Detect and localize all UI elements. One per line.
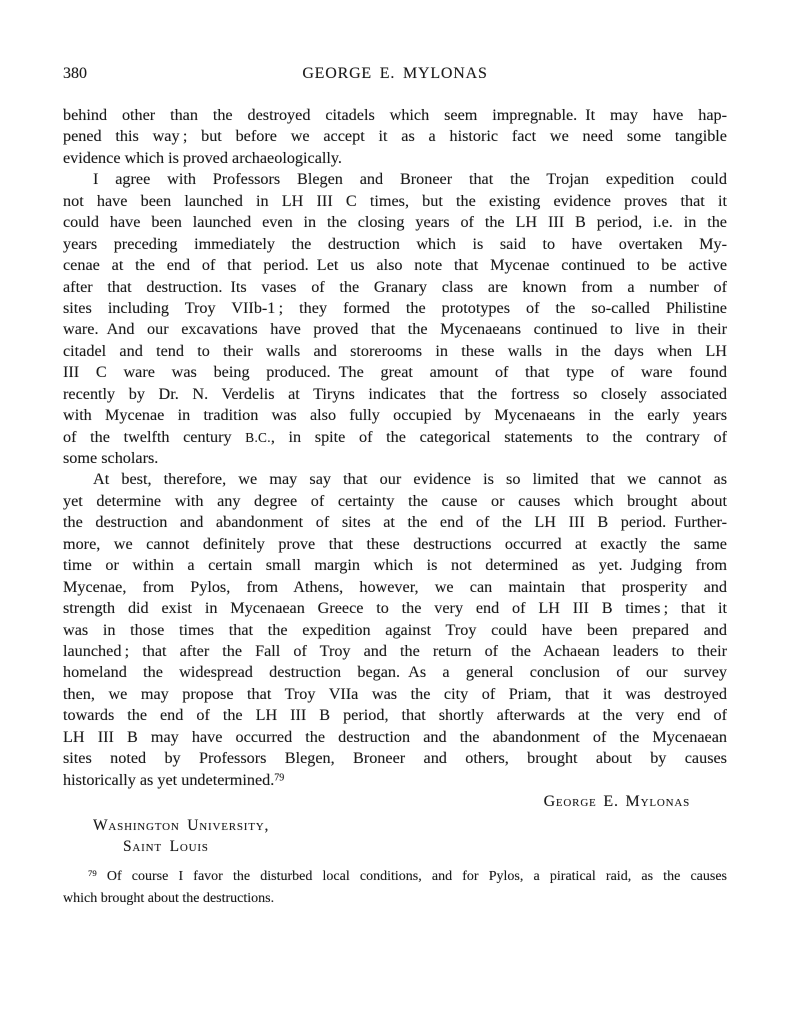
text-line: historically as yet undetermined.$^{79}$ <box>63 770 285 789</box>
text-line: ware. And our excavations have proved that the Mycenaeans continued to live in their <box>63 320 727 339</box>
article-body <box>63 105 727 791</box>
text-line: time or within a certain small margin which is not determined as yet. Judging from <box>63 556 727 575</box>
footnote-line: $^{79}$ Of course I favor the disturbed local conditions, and for Pylos, a piratical raid, as the causes <box>88 868 727 884</box>
text-line: not have been launched in LH III C times, but the existing evidence proves that it <box>63 191 727 210</box>
footnote-reference: 79 <box>274 772 285 784</box>
text-line: cenae at the end of that period. Let us also note that Mycenae continued to be active <box>63 256 727 275</box>
text-line: homeland the widespread destruction began. As a general conclusion of our survey <box>63 663 727 682</box>
text-line: behind other than the destroyed citadels which seem impregnable. It may have hap- <box>63 106 727 124</box>
affiliation <box>63 815 727 857</box>
text-line: III C ware was being produced. The great amount of that type of ware found <box>63 363 727 382</box>
text-line: after that destruction. Its vases of the Granary class are known from a number of <box>63 277 727 296</box>
footnote-reference: 79 <box>88 868 97 879</box>
text-line: towards the end of the LH III B period, that shortly afterwards at the very end of <box>63 706 727 725</box>
text-line: pened this way ; but before we accept it as a historic fact we need some tangible <box>63 127 727 146</box>
text-line: with Mycenae in tradition was also fully occupied by Mycenaeans in the early years <box>63 406 727 425</box>
text-line: strength did exist in Mycenaean Greece to the very end of LH III B times ; that it <box>63 599 727 618</box>
text-line: Mycenae, from Pylos, from Athens, however, we can maintain that prosperity and <box>63 577 727 596</box>
paragraph <box>63 169 727 469</box>
page-content <box>63 64 727 910</box>
text-line: recently by Dr. N. Verdelis at Tiryns indicates that the fortress so closely associated <box>63 384 727 403</box>
text-line: At best, therefore, we may say that our evidence is so limited that we cannot as <box>93 470 727 489</box>
text-line: more, we cannot definitely prove that these destructions occurred at exactly the same <box>63 534 727 553</box>
text-line: years preceding immediately the destruction which is said to have overtaken My- <box>63 234 727 253</box>
text-line: some scholars. <box>63 449 159 467</box>
text-line: was in those times that the expedition against Troy could have been prepared and <box>63 620 727 639</box>
text-line: sites including Troy VIIb-1 ; they formed the prototypes of the so-called Philistine <box>63 298 727 317</box>
text-line: the destruction and abandonment of sites at the end of the LH III B period. Further- <box>63 513 727 532</box>
page-header <box>63 64 727 84</box>
footnote-line: which brought about the destructions. <box>63 891 275 906</box>
paragraph <box>63 469 727 791</box>
text-line: sites noted by Professors Blegen, Broneer and others, brought about by causes <box>63 749 727 768</box>
small-caps-text: B.C. <box>245 429 271 445</box>
text-line: launched ; that after the Fall of Troy and the return of the Achaean leaders to their <box>63 641 727 660</box>
running-head: GEORGE E. MYLONAS <box>302 65 488 82</box>
footnote <box>63 866 727 910</box>
page-number: 380 <box>63 65 87 82</box>
text-line: yet determine with any degree of certainty the cause or causes which brought about <box>63 491 727 510</box>
text-line: evidence which is proved archaeologically. <box>63 148 342 167</box>
text-line: I agree with Professors Blegen and Broneer that the Trojan expedition could <box>93 170 727 189</box>
affiliation-institution: Washington University, <box>93 817 270 834</box>
text-line: LH III B may have occurred the destruction and the abandonment of the Mycenaean <box>63 727 727 746</box>
text-line: could have been launched even in the closing years of the LH III B period, i.e. in the <box>63 213 727 232</box>
affiliation-city: Saint Louis <box>123 838 209 855</box>
text-line: of the twelfth century B.C., in spite of the categorical statements to the contrary of <box>63 427 727 446</box>
author-signature: George E. Mylonas <box>543 793 690 810</box>
paragraph <box>63 105 727 169</box>
text-line: citadel and tend to their walls and storerooms in these walls in the days when LH <box>63 341 727 360</box>
text-line: then, we may propose that Troy VIIa was the city of Priam, that it was destroyed <box>63 684 727 703</box>
